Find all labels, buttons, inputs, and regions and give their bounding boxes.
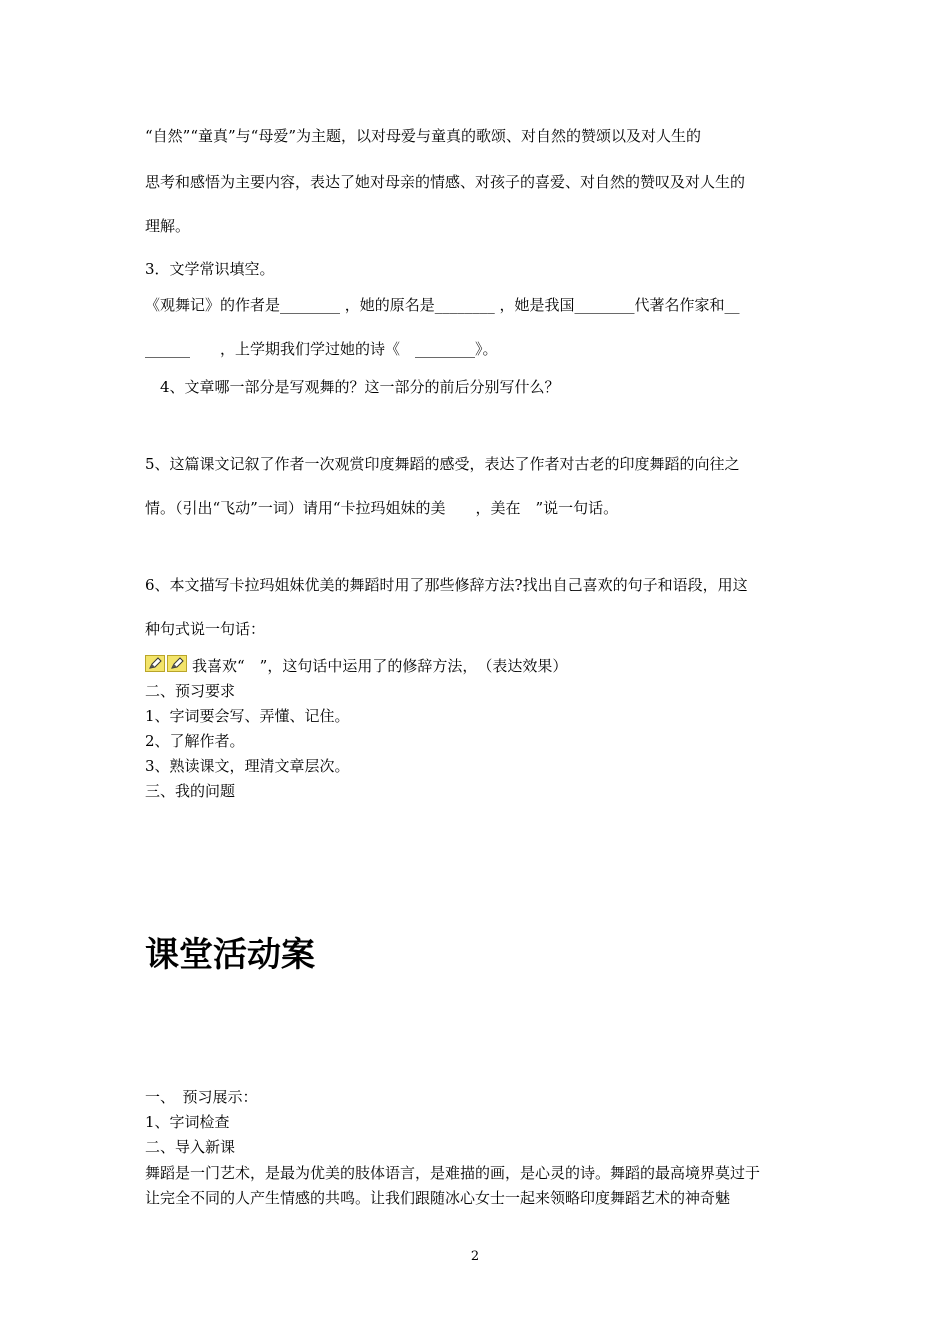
intro-line-1: “自然”“童真”与“母爱”为主题，以对母爱与童真的歌颂、对自然的赞颂以及对人生的 [145, 127, 702, 145]
pencil-icon [145, 655, 165, 672]
classroom-paragraph-line-2: 让完全不同的人产生情感的共鸣。让我们跟随冰心女士一起来领略印度舞蹈艺术的神奇魅 [145, 1189, 731, 1207]
intro-line-2: 思考和感悟为主要内容，表达了她对母亲的情感、对孩子的喜爱、对自然的赞叹及对人生的 [145, 173, 746, 191]
page-number: 2 [470, 1249, 480, 1264]
icon-group [145, 655, 191, 673]
section-2-item: 2、了解作者。 [145, 732, 245, 750]
question-6-line-3: 我喜欢“ ”，这句话中运用了的修辞方法， （表达效果） [192, 657, 568, 675]
question-3-title: 3．文学常识填空。 [145, 260, 275, 278]
classroom-section-1: 一、 预习展示： [145, 1088, 258, 1106]
question-5-line-1: 5、这篇课文记叙了作者一次观赏印度舞蹈的感受，表达了作者对古老的印度舞蹈的向往之 [145, 455, 740, 473]
section-3-title: 三、我的问题 [145, 782, 236, 800]
question-5-line-2: 情。（引出“飞动”一词）请用“卡拉玛姐妹的美 ，美在 ”说一句话。 [145, 499, 619, 517]
classroom-heading: 课堂活动案 [145, 935, 315, 975]
section-2-item: 1、字词要会写、弄懂、记住。 [145, 707, 350, 725]
question-6-line-2: 种句式说一句话： [145, 620, 266, 638]
classroom-section-2: 二、导入新课 [145, 1138, 236, 1156]
question-6-line-1: 6、本文描写卡拉玛姐妹优美的舞蹈时用了那些修辞方法?找出自己喜欢的句子和语段，用这 [145, 576, 748, 594]
question-4: 4、文章哪一部分是写观舞的？这一部分的前后分别写什么？ [160, 378, 560, 396]
section-2-title: 二、预习要求 [145, 682, 236, 700]
pencil-icon [167, 655, 187, 672]
classroom-paragraph-line-1: 舞蹈是一门艺术，是最为优美的肢体语言，是难描的画，是心灵的诗。舞蹈的最高境界莫过于 [145, 1164, 761, 1182]
section-2-item: 3、熟读课文，理清文章层次。 [145, 757, 350, 775]
question-3-line-2: ______ ，上学期我们学过她的诗《 ________》。 [145, 340, 498, 358]
intro-line-3: 理解。 [145, 217, 191, 235]
classroom-section-1-item: 1、字词检查 [145, 1113, 230, 1131]
question-3-line-1: 《观舞记》的作者是________ ，她的原名是________ ，她是我国________代著名作家和__ [145, 296, 740, 314]
